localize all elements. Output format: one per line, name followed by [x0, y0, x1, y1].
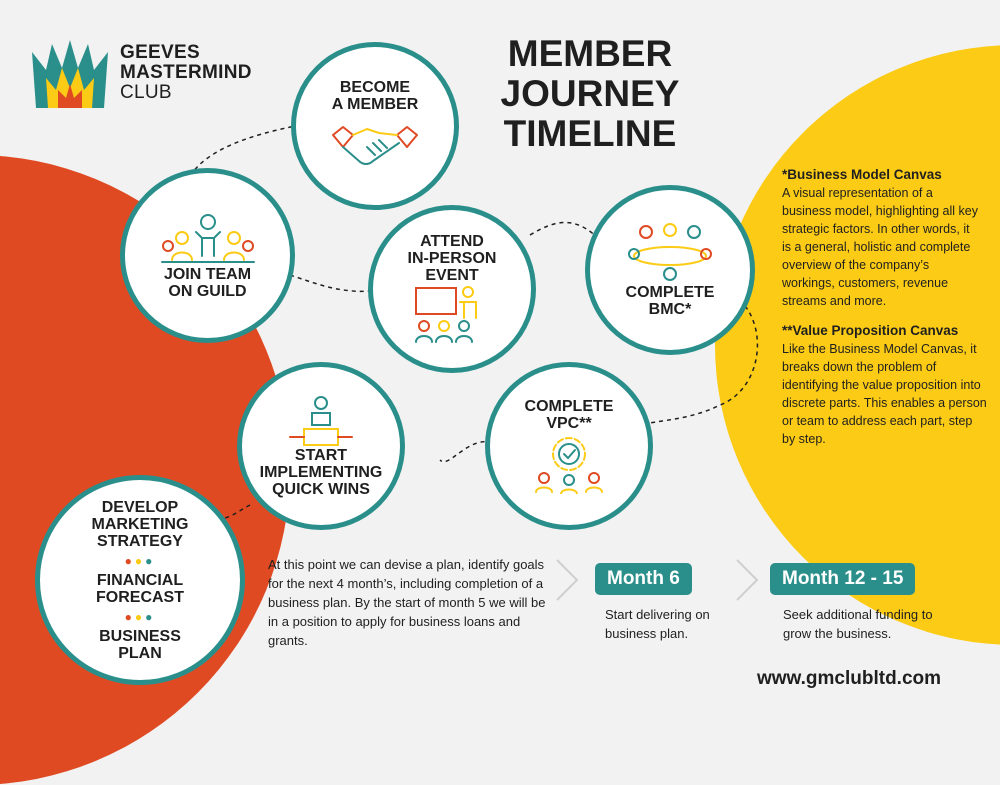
team-icon — [160, 212, 256, 266]
vpc-definition — [782, 323, 987, 448]
step-develop-marketing-label: DEVELOP MARKETING STRATEGY — [91, 498, 189, 550]
separator-dots: ●●● — [124, 609, 156, 624]
website-link[interactable]: www.gmclubltd.com — [757, 668, 942, 689]
title-line1: MEMBER — [507, 33, 673, 74]
step-quick-wins-label: START IMPLEMENTING QUICK WINS — [259, 446, 383, 498]
gmc-logo — [30, 38, 110, 110]
bmc-definition — [782, 167, 982, 310]
meeting-table-icon — [626, 222, 714, 284]
title-line3: TIMELINE — [503, 113, 677, 154]
step-complete-vpc-label: COMPLETE VPC** — [524, 398, 614, 432]
month6-badge: Month 6 — [595, 563, 692, 595]
month6-text: Start delivering on business plan. — [605, 607, 710, 641]
brand-name — [120, 43, 252, 103]
step-join-team — [120, 168, 295, 343]
presentation-icon — [412, 284, 492, 346]
step-complete-bmc-label: COMPLETE BMC* — [625, 284, 715, 318]
vpc-heading: **Value Proposition Canvas — [782, 323, 959, 338]
step-join-team-label: JOIN TEAM ON GUILD — [163, 265, 252, 300]
step-financial-forecast-label: FINANCIAL FORECAST — [96, 571, 184, 606]
step-quick-wins — [237, 362, 405, 530]
step-attend-event-label: ATTEND IN-PERSON EVENT — [407, 232, 497, 284]
brand-line2: MASTERMIND — [120, 62, 252, 83]
title-line2: JOURNEY — [500, 73, 680, 114]
separator-dots: ●●● — [124, 553, 156, 568]
plan-description: At this point we can devise a plan, identify goals for the next 4 month’s, including completion of a business plan. By the start of month 5 we will be in a position to apply for business loans and grants. — [268, 557, 546, 648]
step-business-plan-label: BUSINESS PLAN — [99, 627, 181, 662]
step-become-member — [291, 42, 459, 210]
step-attend-event — [368, 205, 536, 373]
step-complete-vpc — [485, 362, 653, 530]
bmc-heading: *Business Model Canvas — [782, 167, 942, 182]
chevron-right-icon — [553, 556, 581, 604]
podium-icon — [286, 395, 356, 447]
vpc-text: Like the Business Model Canvas, it breaks down the problem of identifying the value proposition into discrete parts. This enables a person or team to address each part, step by step. — [782, 342, 987, 446]
handshake-icon — [329, 113, 421, 173]
bmc-text: A visual representation of a business model, highlighting all key strategic factors. In other words, it is a general, holistic and complete overview of the company’s workings, customers, revenue streams and more. — [782, 186, 978, 308]
gear-check-icon — [534, 432, 604, 494]
step-develop-marketing — [35, 475, 245, 685]
chevron-right-icon — [733, 556, 761, 604]
step-become-member-label: BECOME A MEMBER — [331, 79, 419, 113]
page-title — [440, 34, 740, 154]
month12-badge: Month 12 - 15 — [770, 563, 915, 595]
brand-line1: GEEVES — [120, 42, 200, 63]
brand-line3: CLUB — [120, 82, 172, 103]
step-complete-bmc — [585, 185, 755, 355]
month12-text: Seek additional funding to grow the business. — [783, 607, 933, 641]
